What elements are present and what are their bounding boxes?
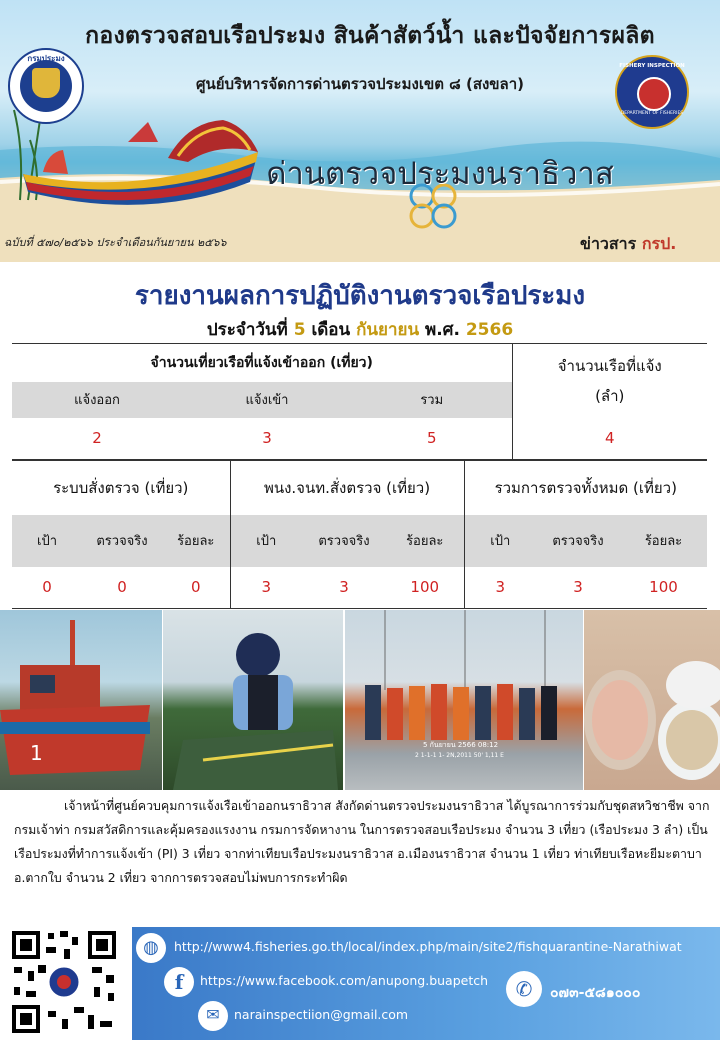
globe-icon: ◍ (136, 933, 166, 963)
news-label-prefix: ข่าวสาร (580, 234, 637, 253)
trips-table (12, 343, 707, 460)
station-name: ด่านตรวจประมงนราธิวาส (266, 156, 614, 192)
sys-col-actual: ตรวจจริง (96, 534, 148, 549)
group-officer-title: พนง.จนท.สั่งตรวจ (เที่ยว) (230, 461, 464, 515)
photo-catch-shrimp (584, 610, 720, 790)
value-notify-in: 3 (262, 429, 272, 448)
fishing-boat-illustration (0, 610, 162, 790)
off-val-target: 3 (261, 578, 272, 597)
group-total-title: รวมการตรวจทั้งหมด (เที่ยว) (464, 461, 707, 515)
team-illustration (345, 610, 583, 790)
boats-header-line2: (ลำ) (595, 386, 625, 405)
report-paragraph: เจ้าหน้าที่ศูนย์ควบคุมการแจ้งเรือเข้าออกนราธิวาส สังกัดด่านตรวจประมงนราธิวาส ได้บูรณาการร่วมกับชุดสหวิชาชีพ จากกรมเจ้าท่า กรมสวัสดิการและคุ้มครองแรงงาน กรมการจัดหางาน ในการตรวจสอบเรือประมง จำนวน 3 เที่ยว (เรือประมง 3 ลำ) เป็นเรือประมงที่ทำการแจ้งเข้า (PI) 3 เที่ยว จากท่าเทียบเรือประมงนราธิวาส อ.เมืองนราธิวาส จำนวน 1 เที่ยว ท่าเทียบเรือหะยีมะตาบา อ.ตากใบ จำนวน 2 เที่ยว จากการตรวจสอบไม่พบการกระทำผิด (14, 798, 710, 885)
date-month-label: เดือน (311, 320, 351, 340)
tot-val-percent: 100 (649, 578, 678, 597)
col-notify-in: แจ้งเข้า (245, 393, 289, 408)
boat-number: 1 (30, 741, 43, 765)
tot-val-target: 3 (495, 578, 506, 597)
off-col-actual: ตรวจจริง (318, 534, 370, 549)
logo-text: กรมประมง (27, 54, 65, 63)
sys-col-percent: ร้อยละ (162, 515, 230, 567)
date-prefix: ประจำวันที่ (206, 320, 288, 340)
news-label (580, 232, 676, 257)
issue-number: ฉบับที่ ๕๗๐/๒๕๖๖ ประจำเดือนกันยายน ๒๕๖๖ (4, 236, 227, 249)
off-col-target: เป้า (256, 534, 277, 549)
sys-val-actual: 0 (117, 578, 127, 597)
boats-header-line1: จำนวนเรือที่แจ้ง (557, 356, 662, 375)
website-link[interactable]: http://www4.fisheries.go.th/local/index.php/main/site2/fishquarantine-Narathiwat (174, 939, 682, 954)
shrimp-basin-illustration (584, 610, 720, 790)
sys-col-target: เป้า (37, 534, 57, 549)
fishery-inspection-logo (615, 55, 689, 129)
korlae-boat-illustration (18, 112, 268, 212)
value-notify-out: 2 (92, 429, 102, 448)
off-val-actual: 3 (339, 578, 349, 597)
tot-val-actual: 3 (573, 578, 583, 597)
photo-fishing-boat (0, 610, 162, 790)
phone-number[interactable]: ๐๗๓-๕๘๑๐๐๐ (550, 985, 641, 1001)
date-year-label: พ.ศ. (425, 320, 460, 340)
tot-col-percent: ร้อยละ (644, 534, 683, 549)
off-col-percent: ร้อยละ (386, 515, 464, 567)
center-name: ศูนย์บริหารจัดการด่านตรวจประมงเขต ๘ (สงขลา) (195, 75, 525, 93)
date-month: กันยายน (356, 320, 420, 340)
date-day: 5 (293, 320, 306, 340)
col-total: รวม (352, 382, 512, 418)
phone-icon: ✆ (506, 971, 542, 1007)
trips-header: จำนวนเที่ยวเรือที่แจ้งเข้าออก (เที่ยว) (12, 344, 512, 382)
report-title: รายงานผลการปฏิบัติงานตรวจเรือประมง (134, 281, 586, 311)
value-boats: 4 (604, 429, 615, 448)
qr-code[interactable] (8, 927, 120, 1037)
contact-footer (132, 927, 720, 1040)
logo-top-text: FISHERY INSPECTION (619, 63, 685, 69)
sys-val-percent: 0 (162, 567, 230, 609)
date-year: 2566 (465, 320, 514, 340)
email-link[interactable]: narainspectiion@gmail.com (234, 1007, 409, 1022)
tot-col-target: เป้า (490, 534, 511, 549)
sys-val-target: 0 (42, 578, 52, 597)
report-date (0, 316, 720, 343)
officer-illustration (163, 610, 343, 790)
tot-col-actual: ตรวจจริง (552, 534, 604, 549)
photo-coordinates: 2 1-1-1 1- 2N,2011 50' 1,11 E (415, 752, 504, 759)
facebook-link[interactable]: https://www.facebook.com/anupong.buapetch (200, 973, 489, 988)
email-icon: ✉ (198, 1001, 228, 1031)
value-total: 5 (352, 418, 512, 460)
fisheries-department-logo (8, 48, 84, 124)
logo-bottom-text: DEPARTMENT OF FISHERIES (620, 111, 684, 116)
photo-officer-measuring (163, 610, 343, 790)
group-system-title: ระบบสั่งตรวจ (เที่ยว) (12, 461, 230, 515)
inspection-table (12, 460, 707, 609)
photo-inspection-team (345, 610, 583, 790)
boats-header (512, 344, 707, 418)
photo-timestamp: 5 กันยายน 2566 08:12 (423, 741, 499, 749)
off-val-percent: 100 (386, 567, 464, 609)
col-notify-out: แจ้งออก (74, 393, 120, 408)
org-title: กองตรวจสอบเรือประมง สินค้าสัตว์น้ำ และปัจจัยการผลิต (85, 23, 655, 49)
facebook-icon: f (164, 967, 194, 997)
header-banner (0, 0, 720, 262)
news-label-org: กรป. (641, 234, 677, 253)
